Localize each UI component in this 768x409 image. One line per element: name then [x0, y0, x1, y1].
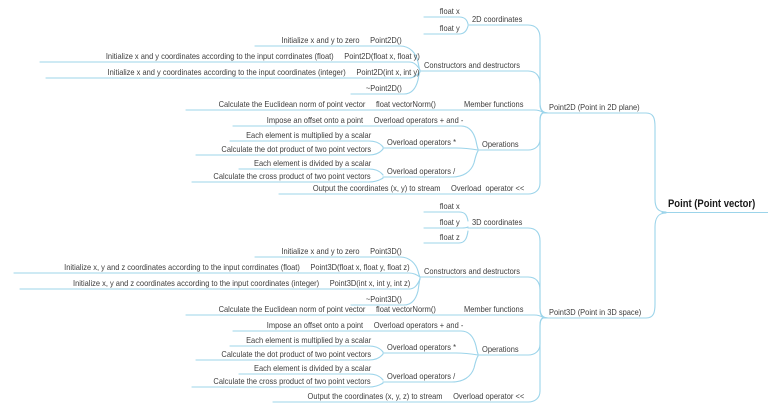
group-operations-3d[interactable]: Operations: [482, 344, 519, 354]
topic-desc: Impose an offset onto a point: [266, 320, 363, 330]
group-constructors-2d[interactable]: Constructors and destructors: [424, 60, 521, 70]
topic-label: float y: [440, 23, 460, 33]
topic-desc: Output the coordinates (x, y, z) to stream: [307, 391, 443, 401]
group-3d-coordinates[interactable]: 3D coordinates: [472, 217, 523, 227]
topic-signature: Point2D(int x, int y): [356, 67, 420, 77]
topic-scalar-divide-2d[interactable]: [254, 158, 371, 169]
group-member-functions-2d[interactable]: Member functions: [464, 99, 524, 109]
topic-dot-product-3d[interactable]: [221, 349, 371, 360]
group-member-functions-3d[interactable]: Member functions: [464, 304, 524, 314]
root-node-point[interactable]: Point (Point vector): [668, 198, 756, 210]
topic-signature: ~Point2D(): [366, 83, 402, 93]
topic-desc: Initialize x and y to zero: [281, 246, 360, 256]
topic-plus-minus-2d[interactable]: [266, 115, 463, 126]
topic-signature: float vectorNorm(): [376, 99, 436, 109]
topic-float-x-2d[interactable]: [440, 6, 460, 17]
topic-scalar-multiply-2d[interactable]: [246, 130, 371, 141]
topic-ctor-int-2d[interactable]: [108, 67, 420, 78]
topic-signature: Overload operators + and -: [373, 320, 463, 330]
topic-desc: Calculate the Euclidean norm of point vector: [218, 99, 366, 109]
topic-ctor-default-2d[interactable]: [282, 35, 402, 46]
topic-signature: Point2D(): [370, 35, 402, 45]
topic-desc: Initialize x, y and z coordinates according to the input corrdinates (float): [64, 262, 301, 272]
topic-signature: Point2D(float x, float y): [344, 51, 420, 61]
group-2d-coordinates[interactable]: 2D coordinates: [472, 14, 523, 24]
topic-signature: Overload operator <<: [450, 183, 524, 193]
topic-vectornorm-2d[interactable]: [219, 99, 436, 110]
topic-cross-product-3d[interactable]: [214, 376, 371, 387]
topic-label: float z: [440, 232, 460, 242]
topic-signature: Point3D(int x, int y, int z): [329, 278, 410, 288]
topic-dtor-2d[interactable]: [366, 83, 402, 94]
topic-label: float y: [440, 217, 460, 227]
topic-float-z-3d[interactable]: [440, 232, 460, 243]
topic-signature: Overload operators + and -: [373, 115, 463, 125]
topic-desc: Calculate the Euclidean norm of point vector: [218, 304, 366, 314]
topic-desc: Calculate the dot product of two point vectors: [221, 144, 371, 154]
topic-cross-product-2d[interactable]: [214, 171, 371, 182]
topic-desc: Output the coordinates (x, y) to stream: [312, 183, 441, 193]
topic-signature: float vectorNorm(): [376, 304, 436, 314]
topic-signature: Overload operator <<: [452, 391, 524, 401]
topic-vectornorm-3d[interactable]: [219, 304, 436, 315]
topic-desc: Initialize x and y coordinates according to the input corrdinates (float): [105, 51, 334, 61]
topic-desc: Calculate the dot product of two point vectors: [221, 349, 371, 359]
topic-label: float x: [440, 201, 460, 211]
topic-desc: Each element is divided by a scalar: [253, 363, 371, 373]
topic-stream-3d[interactable]: [307, 391, 524, 402]
topic-signature: Point3D(float x, float y, float z): [310, 262, 410, 272]
topic-desc: Impose an offset onto a point: [266, 115, 363, 125]
topic-ctor-default-3d[interactable]: [282, 246, 402, 257]
topic-ctor-float-2d[interactable]: [106, 51, 420, 62]
group-operator-slash-3d[interactable]: Overload operators /: [387, 371, 456, 381]
topic-stream-2d[interactable]: [313, 183, 524, 194]
group-constructors-3d[interactable]: Constructors and destructors: [424, 266, 521, 276]
topic-desc: Each element is divided by a scalar: [253, 158, 371, 168]
group-operations-2d[interactable]: Operations: [482, 139, 519, 149]
topic-desc: Calculate the cross product of two point vectors: [213, 171, 371, 181]
topic-float-x-3d[interactable]: [440, 201, 460, 212]
group-operator-star-2d[interactable]: Overload operators *: [387, 137, 457, 147]
topic-scalar-divide-3d[interactable]: [254, 363, 371, 374]
topic-dot-product-2d[interactable]: [221, 144, 371, 155]
topic-desc: Initialize x, y and z coordinates according to the input coordinates (integer): [72, 278, 319, 288]
topic-desc: Initialize x and y to zero: [281, 35, 360, 45]
topic-ctor-int-3d[interactable]: [73, 278, 410, 289]
topic-signature: ~Point3D(): [366, 294, 402, 304]
topic-desc: Calculate the cross product of two point vectors: [213, 376, 371, 386]
node-point3d[interactable]: Point3D (Point in 3D space): [549, 307, 642, 317]
node-point2d[interactable]: Point2D (Point in 2D plane): [549, 102, 640, 112]
topic-desc: Each element is multiplied by a scalar: [245, 130, 371, 140]
topic-label: float x: [440, 6, 460, 16]
group-operator-slash-2d[interactable]: Overload operators /: [387, 166, 456, 176]
topic-float-y-3d[interactable]: [440, 217, 460, 228]
group-operator-star-3d[interactable]: Overload operators *: [387, 342, 457, 352]
topic-ctor-float-3d[interactable]: [64, 262, 410, 273]
topic-float-y-2d[interactable]: [440, 23, 460, 34]
topic-plus-minus-3d[interactable]: [266, 320, 463, 331]
topic-desc: Each element is multiplied by a scalar: [245, 335, 371, 345]
topic-desc: Initialize x and y coordinates according to the input coordinates (integer): [107, 67, 347, 77]
topic-scalar-multiply-3d[interactable]: [246, 335, 371, 346]
topic-signature: Point3D(): [370, 246, 402, 256]
